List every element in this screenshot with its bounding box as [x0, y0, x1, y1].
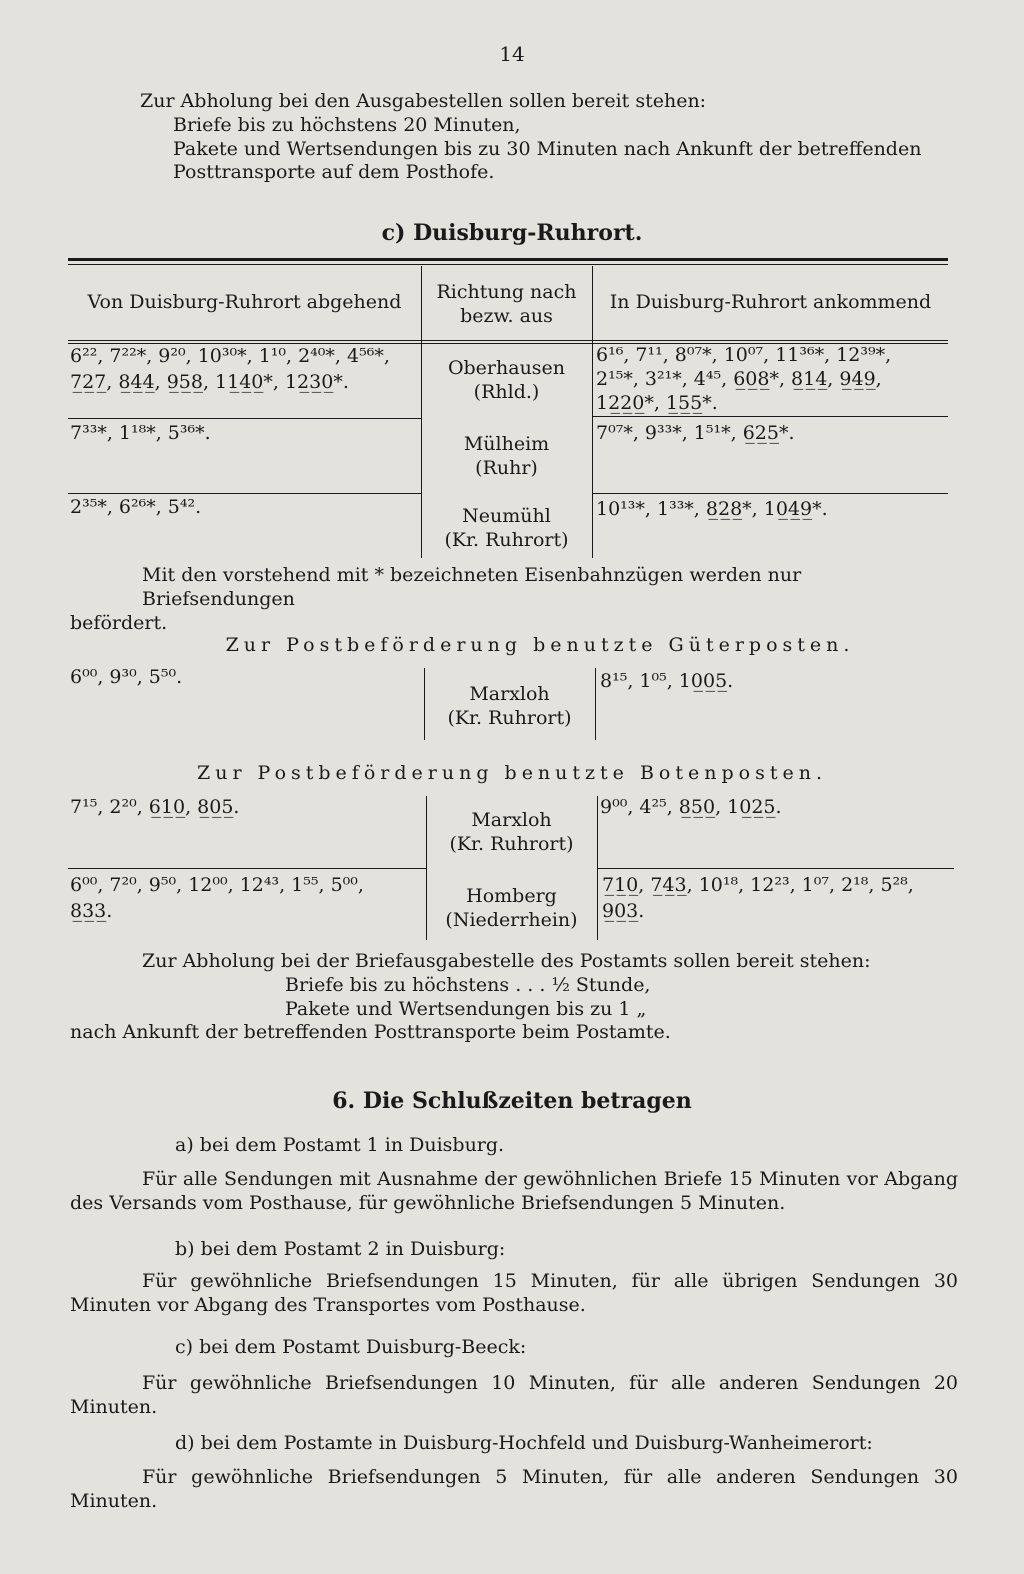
row-1-from-line-1: 6²², 7²²*, 9²⁰, 10³⁰*, 1¹⁰, 2⁴⁰*, 4⁵⁶*,	[70, 345, 390, 367]
boten-row-2-to	[602, 872, 954, 924]
boten-row-2-to-line-1: 7̲1̲0̲, 7̲4̲3̲, 10¹⁸, 12²³, 1⁰⁷, 2¹⁸, 5²⁸,	[602, 874, 914, 896]
boten-row-2-from-line-1: 6⁰⁰, 7²⁰, 9⁵⁰, 12⁰⁰, 12⁴³, 1⁵⁵, 5⁰⁰,	[70, 874, 364, 896]
table-header-rule	[68, 340, 948, 341]
boten-row-2-place	[426, 884, 597, 932]
row-3-place-line-2: (Kr. Ruhrort)	[444, 529, 569, 551]
section-6-b-label: b) bei dem Postamt 2 in Duisburg:	[175, 1238, 506, 1260]
row-1-place-line-1: Oberhausen	[447, 357, 566, 379]
botenposten-row-rule-left	[68, 868, 426, 869]
boten-row-2-to-line-2: 9̲0̲3̲.	[602, 900, 645, 922]
row-3-place-line-1: Neumühl	[462, 505, 551, 527]
abholung-line-2: Briefe bis zu höchstens . . . ½ Stunde,	[285, 973, 651, 996]
intro-line-4: Posttransporte auf dem Posthofe.	[173, 161, 495, 184]
row-3-place	[421, 504, 592, 552]
botenposten-row-rule-right	[598, 868, 954, 869]
botenposten-title: Zur Postbeförderung benutzte Botenposten.	[197, 762, 827, 784]
section-6-c-label: c) bei dem Postamt Duisburg-Beeck:	[175, 1336, 527, 1358]
table-row-rule-right-2	[593, 493, 948, 494]
header-to: In Duisburg-Ruhrort ankommend	[609, 291, 932, 313]
row-1-place	[421, 356, 592, 404]
abholung-line-3: Pakete und Wertsendungen bis zu 1 „	[285, 997, 647, 1020]
header-direction-line-1: Richtung nach	[436, 281, 577, 303]
gueterposten-place	[424, 682, 595, 730]
gueterposten-title: Zur Postbeförderung benutzte Güterposten.	[225, 634, 855, 656]
table-row	[70, 420, 420, 446]
table-row	[70, 494, 420, 520]
gueterposten-place-line-1: Marxloh	[469, 683, 550, 705]
row-1-to	[596, 343, 948, 415]
abholung-line-1: Zur Abholung bei der Briefausgabestelle des Postamts sollen bereit stehen:	[142, 950, 871, 972]
row-2-place-line-2: (Ruhr)	[475, 457, 538, 479]
header-from: Von Duisburg-Ruhrort abgehend	[87, 291, 402, 313]
table-top-rule-thin	[68, 264, 948, 265]
boten-row-1-from: 7¹⁵, 2²⁰, 6̲1̲0̲, 8̲0̲5̲.	[70, 796, 240, 818]
section-6-a-text: Für alle Sendungen mit Ausnahme der gewöhnlichen Briefe 15 Minuten vor Abgang des Versands vom Posthause, für gewöhnliche Briefsendungen 5 Minuten.	[70, 1168, 958, 1214]
section-6-c-text: Für gewöhnliche Briefsendungen 10 Minuten, für alle anderen Sendungen 20 Minuten.	[70, 1372, 958, 1418]
boten-row-2-place-line-2: (Niederrhein)	[445, 909, 578, 931]
section-6-b-text: Für gewöhnliche Briefsendungen 15 Minuten, für alle übrigen Sendungen 30 Minuten vor Abgang des Transportes vom Posthause.	[70, 1270, 958, 1316]
table-top-rule	[68, 258, 948, 261]
row-1-to-line-2: 2¹⁵*, 3²¹*, 4⁴⁵, 6̲0̲8̲*, 8̲1̲4̲, 9̲4̲9̲,	[596, 368, 882, 390]
intro-line-2: Briefe bis zu höchstens 20 Minuten,	[173, 113, 521, 136]
boten-row-1-place-line-2: (Kr. Ruhrort)	[449, 833, 574, 855]
section-6-d-label: d) bei dem Postamte in Duisburg-Hochfeld und Duisburg-Wanheimerort:	[175, 1432, 873, 1454]
row-3-from-line-1: 2³⁵*, 6²⁶*, 5⁴².	[70, 496, 202, 518]
boten-row-1-place	[426, 808, 597, 856]
boten-row-2-place-line-1: Homberg	[466, 885, 557, 907]
star-note-line-2: befördert.	[70, 611, 168, 634]
header-direction-line-2: bezw. aus	[460, 305, 553, 327]
page-number: 14	[499, 42, 525, 66]
boten-row-1-place-line-1: Marxloh	[471, 809, 552, 831]
section-6-a-label: a) bei dem Postamt 1 in Duisburg.	[175, 1134, 505, 1156]
abholung-line-4: nach Ankunft der betreffenden Posttransporte beim Postamte.	[70, 1021, 671, 1044]
row-2-from-line-1: 7³³*, 1¹⁸*, 5³⁶*.	[70, 422, 211, 444]
gueterposten-to: 8¹⁵, 1⁰⁵, 10̲0̲5̲.	[600, 670, 734, 692]
boten-row-2-from-line-2: 8̲3̲3̲.	[70, 900, 113, 922]
intro-block	[140, 90, 960, 185]
star-note	[70, 564, 955, 635]
header-direction	[421, 280, 592, 328]
boten-row-1-to	[600, 794, 950, 820]
row-1-to-line-3: 12̲2̲0̲*, 1̲5̲5̲*.	[596, 392, 718, 414]
row-3-to-line-1: 10¹³*, 1³³*, 8̲2̲8̲*, 10̲4̲9̲*.	[596, 498, 828, 520]
row-1-from-line-2: 7̲2̲7̲, 8̲4̲4̲, 9̲5̲8̲, 11̲4̲0̲*, 12̲3̲0̲*.	[70, 371, 349, 393]
gueterposten-from: 6⁰⁰, 9³⁰, 5⁵⁰.	[70, 666, 183, 688]
gueterposten-divider-2	[595, 668, 596, 740]
table-row-rule-left-1	[68, 418, 421, 419]
table-row	[70, 872, 425, 924]
table-row	[70, 343, 420, 395]
star-note-line-1: Mit den vorstehend mit * bezeichneten Eisenbahnzügen werden nur Briefsendungen	[142, 564, 802, 610]
section-c-title: c) Duisburg-Ruhrort.	[381, 220, 643, 246]
table-row	[70, 794, 420, 820]
section-6-title: 6. Die Schlußzeiten betragen	[332, 1088, 692, 1114]
section-6-d-text: Für gewöhnliche Briefsendungen 5 Minuten, für alle anderen Sendungen 30 Minuten.	[70, 1466, 958, 1512]
gueterposten-place-line-2: (Kr. Ruhrort)	[447, 707, 572, 729]
row-2-place-line-1: Mülheim	[463, 433, 550, 455]
table-row-rule-right-1	[593, 416, 948, 417]
boten-row-1-to-line-1: 9⁰⁰, 4²⁵, 8̲5̲0̲, 10̲2̲5̲.	[600, 796, 782, 818]
row-1-to-line-1: 6¹⁶, 7¹¹, 8⁰⁷*, 10⁰⁷, 11³⁶*, 12³⁹*,	[596, 344, 892, 366]
intro-line-1: Zur Abholung bei den Ausgabestellen sollen bereit stehen:	[140, 90, 707, 112]
row-3-to	[596, 496, 948, 522]
intro-line-3: Pakete und Wertsendungen bis zu 30 Minuten nach Ankunft der betreffenden	[173, 137, 922, 160]
row-2-place	[421, 432, 592, 480]
abholung-block	[70, 950, 960, 1045]
row-2-to	[596, 420, 948, 446]
row-2-to-line-1: 7⁰⁷*, 9³³*, 1⁵¹*, 6̲2̲5̲*.	[596, 422, 795, 444]
row-1-place-line-2: (Rhld.)	[473, 381, 540, 403]
